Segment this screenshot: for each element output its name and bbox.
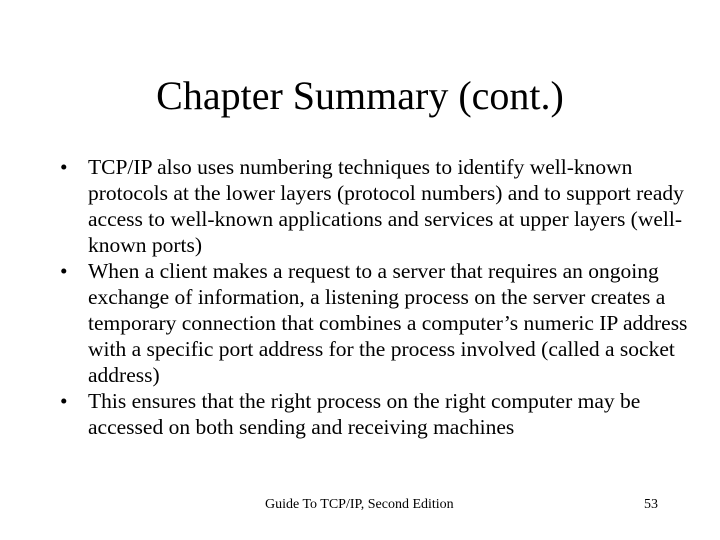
bullet-item (60, 258, 690, 388)
bullet-text: When a client makes a request to a server that requires an ongoing exchange of information, a listening process on the server creates a temporary connection that combines a computer’s numeric IP address with a specific port address for the process involved (called a socket address) (88, 259, 688, 387)
page-number: 53 (644, 497, 658, 512)
bullet-marker: • (60, 155, 68, 179)
footer-text: Guide To TCP/IP, Second Edition (265, 497, 454, 512)
bullet-marker: • (60, 389, 68, 413)
bullet-item (60, 388, 690, 440)
bullet-text: TCP/IP also uses numbering techniques to identify well-known protocols at the lower layers (protocol numbers) and to support ready access to well-known applications and services at upper layers (well-known ports) (88, 155, 684, 257)
bullet-text: This ensures that the right process on the right computer may be accessed on both sending and receiving machines (88, 389, 641, 439)
bullet-item (60, 154, 690, 258)
slide-title: Chapter Summary (cont.) (156, 73, 564, 118)
bullet-marker: • (60, 259, 68, 283)
bullet-list (60, 154, 690, 440)
